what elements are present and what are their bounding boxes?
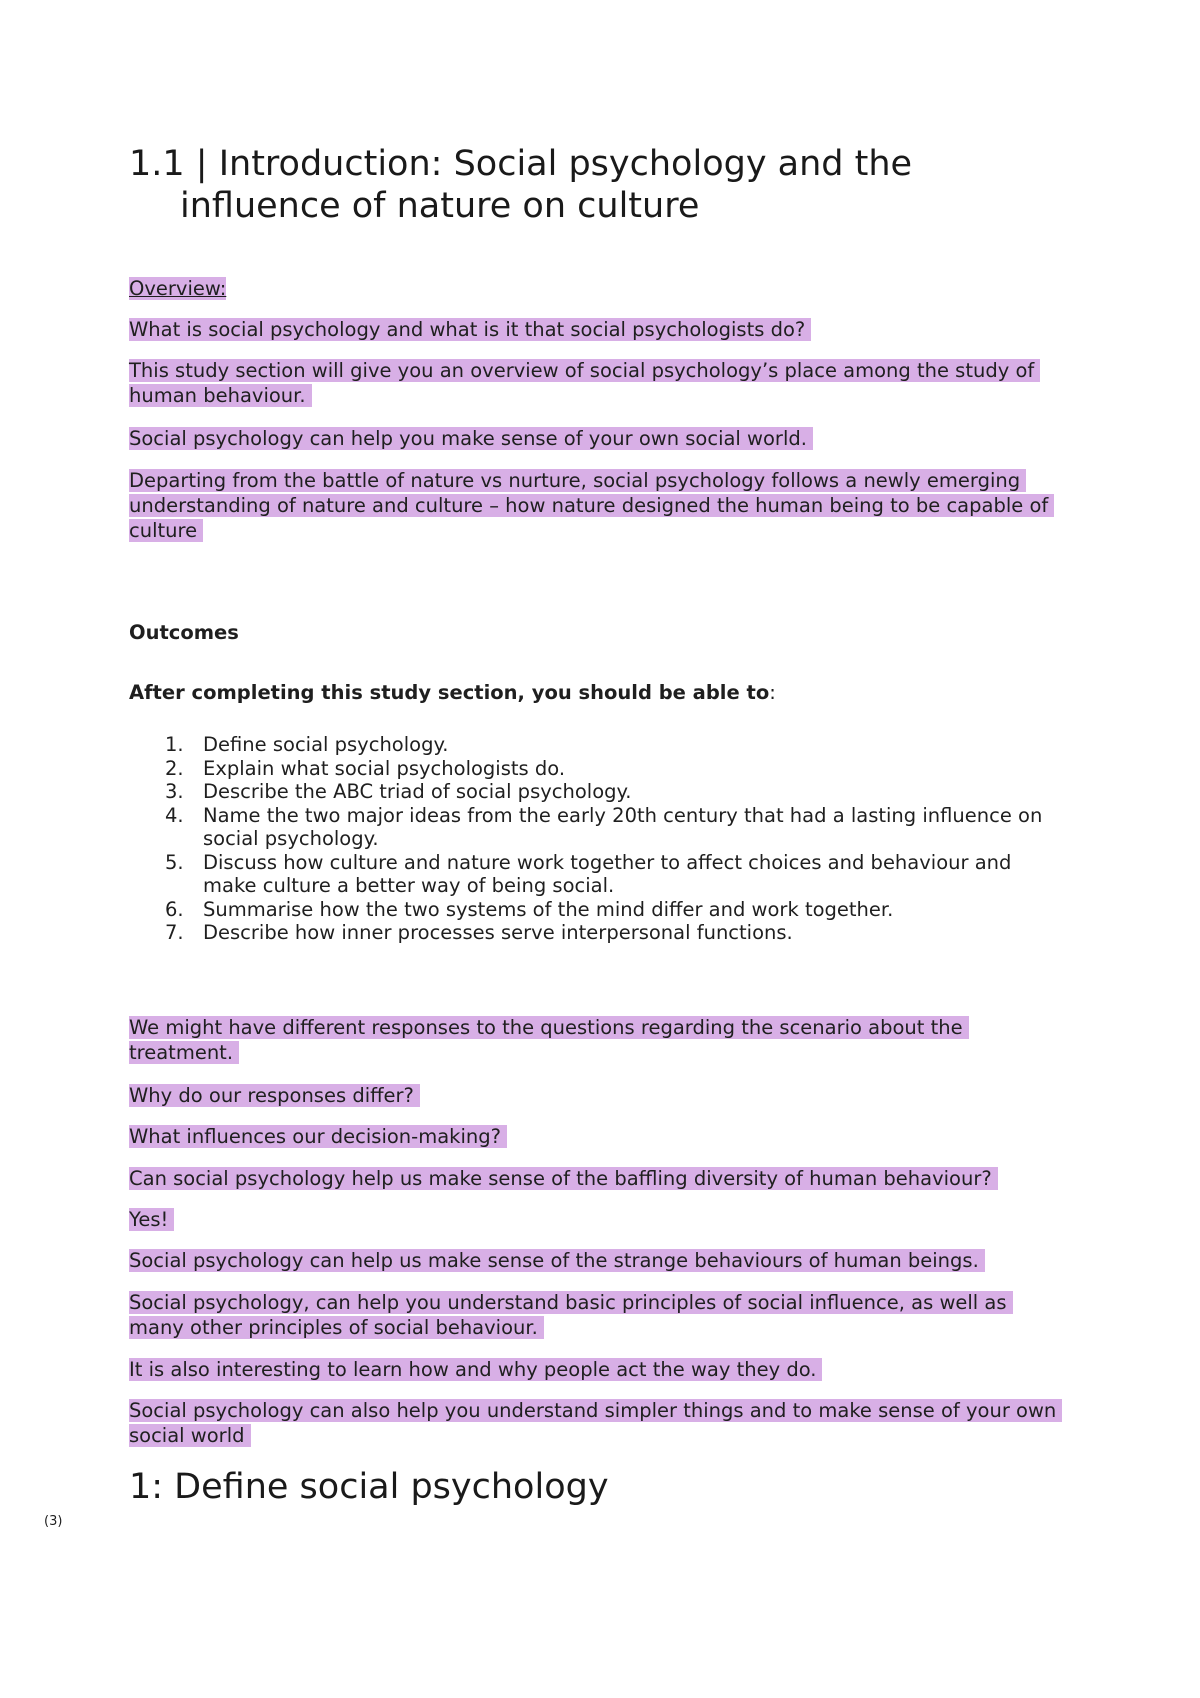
discussion-paragraph: Social psychology, can help you understand basic principles of social influence, as well as many other principles of social behaviour. (129, 1290, 1064, 1340)
overview-label: Overview: (129, 277, 227, 300)
list-item: 4. Name the two major ideas from the early 20th century that had a lasting influence on social psychology. (165, 803, 1043, 850)
discussion-paragraph: Social psychology can help us make sense of the strange behaviours of human beings. (129, 1248, 1064, 1273)
discussion-paragraph: Yes! (129, 1207, 1064, 1232)
discussion-paragraph: Social psychology can also help you understand simpler things and to make sense of your own social world (129, 1398, 1064, 1448)
overview-paragraph: Social psychology can help you make sense of your own social world. (129, 426, 1064, 451)
discussion-paragraph: We might have different responses to the questions regarding the scenario about the treatment. (129, 1015, 1064, 1065)
discussion-paragraph: Why do our responses differ? (129, 1083, 1064, 1108)
outcomes-heading: Outcomes (129, 621, 239, 644)
overview-paragraph: Departing from the battle of nature vs nurture, social psychology follows a newly emerging understanding of nature and culture – how nature designed the human being to be capable of culture (129, 468, 1064, 543)
page-title (129, 143, 912, 227)
list-item: 6. Summarise how the two systems of the mind differ and work together. (165, 897, 894, 921)
overview-paragraph: What is social psychology and what is it that social psychologists do? (129, 317, 1064, 342)
list-item: 1. Define social psychology. (165, 733, 449, 756)
discussion-paragraph: It is also interesting to learn how and why people act the way they do. (129, 1357, 1064, 1382)
list-item: 2. Explain what social psychologists do. (165, 756, 566, 780)
list-item: 5. Discuss how culture and nature work together to affect choices and behaviour and make culture a better way of being social. (165, 850, 1012, 897)
discussion-paragraph: What influences our decision-making? (129, 1124, 1064, 1149)
outcomes-intro: After completing this study section, you should be able to: (129, 681, 776, 704)
list-item: 7. Describe how inner processes serve interpersonal functions. (165, 921, 793, 944)
page-number: (3) (44, 1514, 63, 1529)
overview-paragraph: This study section will give you an overview of social psychology’s place among the study of human behaviour. (129, 358, 1064, 408)
page-title-line-1: 1.1 | Introduction: Social psychology and the (129, 144, 913, 184)
page-title-line-2: influence of nature on culture (180, 186, 700, 226)
list-item: 3. Describe the ABC triad of social psychology. (165, 780, 632, 803)
discussion-paragraph: Can social psychology help us make sense of the baffling diversity of human behaviour? (129, 1166, 1064, 1191)
outcomes-list (129, 733, 1064, 945)
section-title: 1: Define social psychology (129, 1467, 609, 1507)
